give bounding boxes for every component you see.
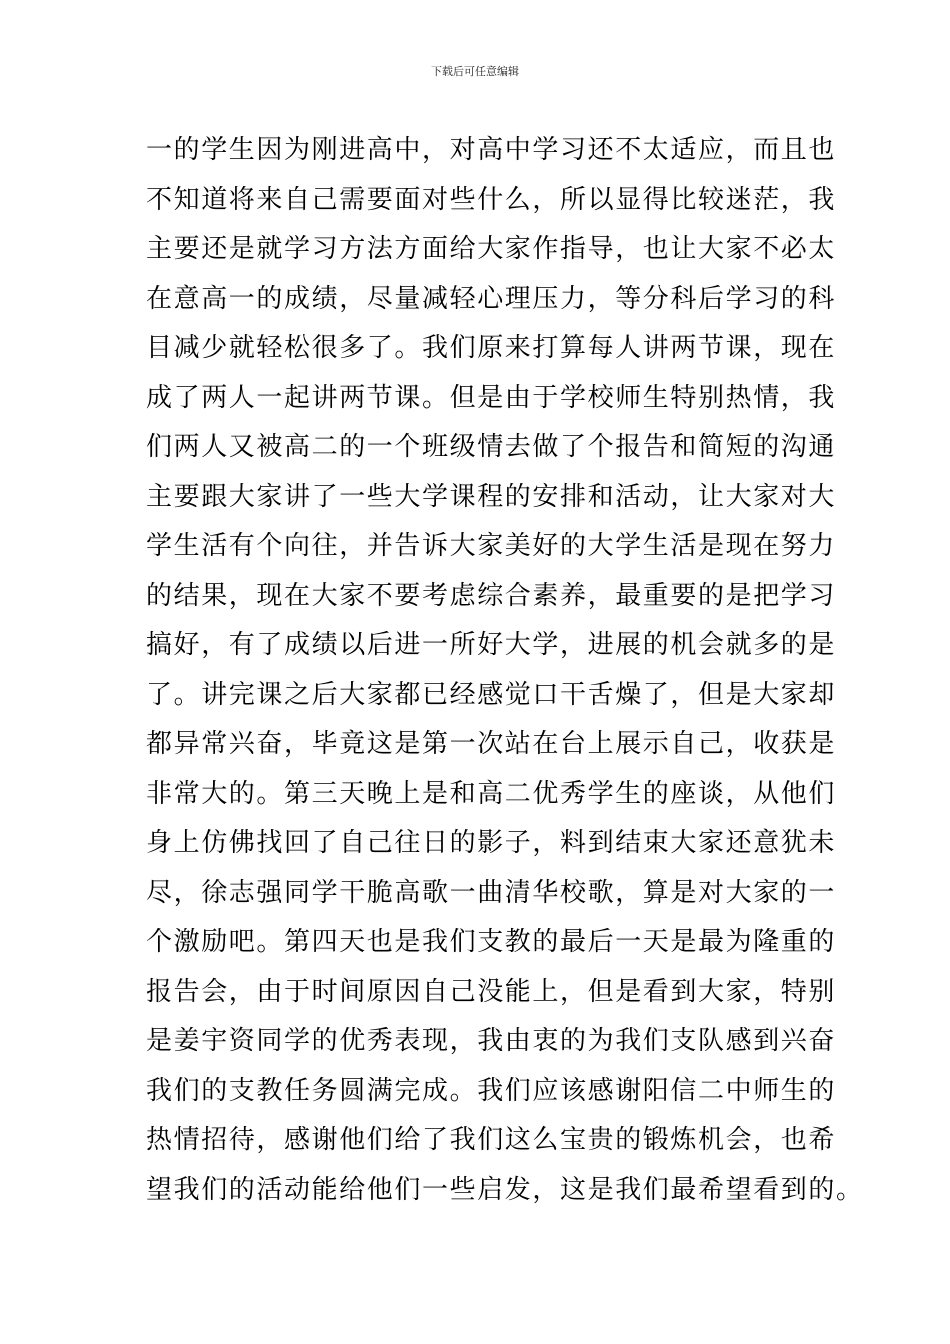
- text-line: 非常大的。第三天晚上是和高二优秀学生的座谈，从他们: [146, 778, 837, 809]
- text-line: 的结果，现在大家不要考虑综合素养，最重要的是把学习: [146, 580, 837, 611]
- text-line: 身上仿佛找回了自己往日的影子，料到结束大家还意犹未: [146, 828, 837, 858]
- document-body: [146, 126, 864, 1215]
- text-line: 个激励吧。第四天也是我们支教的最后一天是最为隆重的: [146, 927, 837, 957]
- text-line: 主要还是就学习方法方面给大家作指导，也让大家不必太: [146, 234, 837, 264]
- text-line: 尽，徐志强同学干脆高歌一曲清华校歌，算是对大家的一: [146, 877, 837, 908]
- text-line: 成了两人一起讲两节课。但是由于学校师生特别热情，我: [146, 382, 837, 413]
- text-line: 是姜宇资同学的优秀表现，我由衷的为我们支队感到兴奋: [146, 1026, 837, 1056]
- text-line: 报告会，由于时间原因自己没能上，但是看到大家，特别: [146, 976, 837, 1007]
- text-line: 都异常兴奋，毕竟这是第一次站在台上展示自己，收获是: [146, 729, 837, 759]
- text-line: 在意高一的成绩，尽量减轻心理压力，等分科后学习的科: [146, 283, 837, 314]
- text-line: 学生活有个向往，并告诉大家美好的大学生活是现在努力: [146, 531, 837, 561]
- text-line: 了。讲完课之后大家都已经感觉口干舌燥了，但是大家却: [146, 679, 837, 710]
- text-line: 主要跟大家讲了一些大学课程的安排和活动，让大家对大: [146, 481, 837, 512]
- text-line: 一的学生因为刚进高中，对高中学习还不太适应，而且也: [146, 135, 837, 165]
- text-line: 不知道将来自己需要面对些什么，所以显得比较迷茫，我: [146, 184, 837, 215]
- text-line: 目减少就轻松很多了。我们原来打算每人讲两节课，现在: [146, 333, 837, 363]
- text-line: 热情招待，感谢他们给了我们这么宝贵的锻炼机会，也希: [146, 1125, 837, 1155]
- text-line: 望我们的活动能给他们一些启发，这是我们最希望看到的。: [146, 1174, 864, 1205]
- text-line: 我们的支教任务圆满完成。我们应该感谢阳信二中师生的: [146, 1075, 837, 1106]
- page-header: 下载后可任意编辑: [431, 65, 519, 78]
- text-line: 搞好，有了成绩以后进一所好大学，进展的机会就多的是: [146, 630, 837, 660]
- text-line: 们两人又被高二的一个班级情去做了个报告和简短的沟通: [146, 432, 837, 462]
